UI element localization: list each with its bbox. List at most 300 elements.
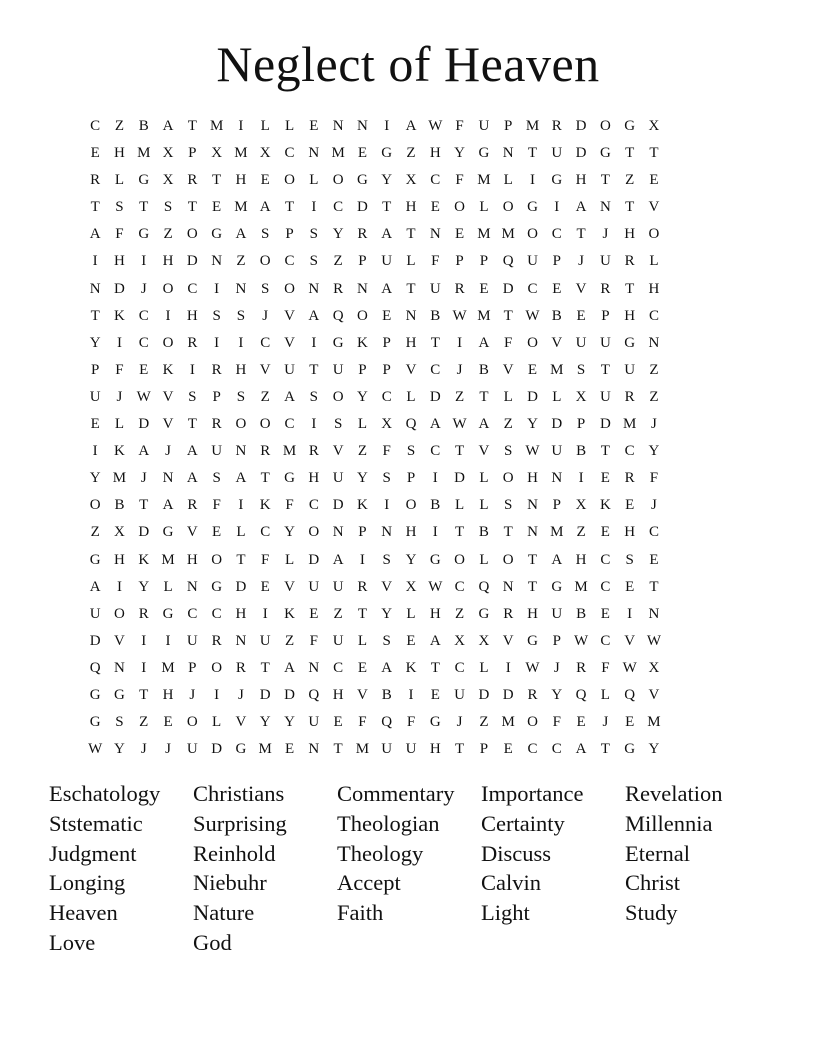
grid-letter: P	[479, 741, 489, 758]
grid-letter: R	[138, 605, 149, 622]
grid-letter: Y	[648, 741, 660, 758]
grid-letter: V	[405, 361, 417, 378]
grid-letter: H	[527, 470, 538, 487]
grid-letter: U	[405, 741, 417, 758]
grid-letter: O	[162, 334, 174, 351]
grid-letter: O	[527, 226, 538, 243]
grid-letter: X	[648, 659, 660, 676]
grid-letter: V	[551, 334, 563, 351]
grid-letter: N	[429, 226, 441, 243]
grid-letter: R	[624, 253, 635, 270]
grid-letter: O	[527, 334, 538, 351]
grid-row	[83, 682, 666, 709]
grid-letter: U	[575, 334, 587, 351]
grid-letter: I	[359, 551, 365, 568]
grid-letter: P	[358, 253, 367, 270]
grid-letter: N	[235, 443, 247, 460]
grid-letter: Q	[89, 659, 101, 676]
grid-letter: Y	[527, 416, 538, 433]
grid-letter: G	[114, 686, 125, 703]
grid-letter: A	[308, 307, 320, 324]
word-list-item: Importance	[481, 781, 584, 806]
grid-letter: S	[309, 388, 318, 405]
grid-letter: H	[235, 605, 247, 622]
grid-letter: K	[114, 443, 125, 460]
grid-letter: D	[478, 686, 490, 703]
grid-letter: A	[429, 416, 441, 433]
grid-letter: L	[114, 416, 125, 433]
word-list-item: Light	[481, 900, 530, 926]
word-list-item: Certainty	[481, 810, 565, 836]
grid-letter: Y	[259, 714, 271, 731]
grid-letter: T	[479, 388, 489, 405]
word-list-item: Longing	[49, 870, 126, 896]
grid-letter: V	[114, 632, 125, 649]
grid-letter: F	[212, 497, 221, 514]
grid-letter: C	[648, 307, 659, 324]
grid-letter: V	[284, 307, 295, 324]
grid-letter: Z	[284, 632, 295, 649]
grid-letter: N	[186, 578, 198, 595]
grid-letter: O	[235, 416, 247, 433]
grid-letter: H	[405, 334, 417, 351]
grid-letter: D	[284, 686, 295, 703]
grid-letter: L	[503, 172, 513, 189]
grid-letter: E	[163, 714, 173, 731]
grid-letter: T	[90, 199, 100, 216]
grid-letter: H	[429, 605, 441, 622]
grid-letter: Z	[90, 524, 100, 541]
grid-letter: V	[186, 524, 198, 541]
grid-letter: O	[502, 470, 514, 487]
grid-letter: I	[457, 334, 463, 351]
grid-letter: H	[114, 253, 125, 270]
grid-letter: R	[551, 118, 562, 134]
grid-letter: Q	[575, 686, 587, 703]
grid-row	[83, 492, 666, 519]
grid-letter: C	[381, 388, 392, 405]
grid-letter: H	[186, 307, 198, 324]
grid-letter: B	[430, 307, 441, 324]
grid-letter: T	[527, 551, 538, 568]
grid-letter: O	[527, 714, 538, 731]
grid-letter: P	[90, 361, 100, 378]
grid-letter: C	[138, 307, 149, 324]
grid-letter: O	[356, 307, 368, 324]
grid-letter: M	[550, 524, 564, 541]
grid-letter: H	[575, 551, 587, 568]
grid-letter: D	[527, 388, 538, 405]
grid-letter: E	[527, 361, 538, 378]
grid-letter: D	[211, 741, 223, 758]
grid-letter: Z	[114, 118, 125, 134]
grid-letter: T	[430, 334, 440, 351]
grid-letter: P	[552, 632, 561, 649]
grid-letter: G	[356, 172, 368, 189]
grid-letter: W	[646, 632, 662, 649]
grid-row	[83, 330, 666, 357]
grid-letter: Q	[308, 686, 320, 703]
grid-letter: D	[259, 686, 271, 703]
grid-letter: G	[527, 199, 538, 216]
word-list-item: Heaven	[49, 900, 118, 926]
grid-letter: Y	[89, 470, 101, 487]
grid-letter: F	[406, 714, 416, 731]
grid-letter: T	[406, 280, 416, 297]
grid-letter: T	[527, 145, 538, 162]
grid-letter: D	[429, 388, 441, 405]
grid-letter: U	[551, 443, 563, 460]
grid-letter: E	[600, 470, 610, 487]
grid-letter: I	[189, 361, 195, 378]
grid-letter: U	[478, 118, 490, 134]
grid-letter: E	[600, 605, 610, 622]
grid-letter: F	[431, 253, 440, 270]
grid-letter: Z	[649, 388, 659, 405]
grid-letter: Q	[405, 416, 417, 433]
grid-letter: D	[138, 416, 150, 433]
grid-letter: D	[235, 578, 247, 595]
grid-letter: Y	[356, 470, 368, 487]
grid-letter: N	[527, 497, 538, 514]
grid-letter: P	[358, 361, 367, 378]
grid-letter: N	[648, 605, 660, 622]
grid-letter: P	[406, 470, 416, 487]
grid-letter: F	[552, 714, 561, 731]
grid-letter: L	[260, 118, 270, 134]
grid-row	[83, 194, 666, 221]
grid-letter: P	[188, 659, 197, 676]
grid-letter: L	[600, 686, 610, 703]
grid-letter: A	[162, 497, 174, 514]
grid-letter: F	[504, 334, 513, 351]
grid-letter: M	[623, 416, 637, 433]
grid-letter: S	[333, 416, 343, 433]
grid-letter: W	[428, 118, 443, 134]
grid-letter: S	[261, 226, 270, 243]
grid-letter: E	[333, 714, 343, 731]
grid-letter: H	[527, 605, 538, 622]
grid-letter: H	[648, 280, 660, 297]
grid-letter: F	[261, 551, 270, 568]
grid-letter: R	[600, 280, 611, 297]
grid-letter: A	[478, 416, 490, 433]
grid-letter: T	[260, 470, 270, 487]
grid-letter: N	[162, 470, 174, 487]
grid-letter: I	[141, 659, 147, 676]
grid-letter: T	[455, 443, 465, 460]
word-list-item: Millennia	[625, 810, 713, 836]
grid-letter: J	[578, 253, 584, 270]
grid-letter: M	[282, 443, 297, 460]
grid-letter: L	[357, 416, 367, 433]
grid-letter: D	[454, 470, 466, 487]
grid-letter: T	[625, 145, 635, 162]
grid-letter: Y	[332, 226, 344, 243]
grid-letter: S	[625, 551, 634, 568]
grid-letter: D	[551, 416, 563, 433]
grid-letter: L	[479, 659, 489, 676]
grid-letter: Y	[89, 334, 101, 351]
grid-letter: L	[649, 253, 659, 270]
grid-letter: J	[140, 470, 147, 487]
grid-letter: C	[430, 172, 441, 189]
grid-letter: H	[624, 307, 636, 324]
grid-letter: U	[599, 334, 611, 351]
grid-letter: E	[212, 524, 222, 541]
grid-letter: O	[89, 497, 101, 514]
grid-letter: C	[600, 578, 611, 595]
grid-letter: S	[188, 388, 197, 405]
grid-letter: X	[405, 578, 417, 595]
grid-letter: T	[187, 118, 197, 134]
grid-letter: T	[139, 497, 149, 514]
grid-letter: Q	[381, 714, 393, 731]
grid-letter: G	[332, 334, 344, 351]
grid-letter: E	[479, 280, 489, 297]
grid-letter: C	[430, 361, 441, 378]
grid-letter: I	[262, 605, 268, 622]
grid-letter: L	[479, 470, 489, 487]
grid-letter: O	[405, 497, 417, 514]
grid-letter: X	[575, 388, 587, 405]
grid-letter: G	[284, 470, 295, 487]
grid-letter: J	[238, 686, 244, 703]
grid-letter: L	[479, 199, 489, 216]
grid-letter: I	[92, 443, 98, 460]
grid-letter: A	[186, 443, 198, 460]
grid-letter: C	[454, 659, 465, 676]
grid-letter: G	[478, 605, 490, 622]
grid-letter: G	[551, 172, 563, 189]
grid-letter: C	[333, 659, 344, 676]
grid-letter: T	[139, 686, 149, 703]
grid-letter: O	[162, 280, 174, 297]
grid-letter: L	[114, 172, 125, 189]
grid-letter: I	[505, 659, 511, 676]
grid-letter: J	[456, 714, 463, 731]
grid-letter: O	[284, 172, 295, 189]
grid-letter: Z	[357, 443, 367, 460]
grid-letter: M	[234, 145, 248, 162]
grid-letter: V	[502, 361, 514, 378]
grid-letter: C	[90, 118, 101, 134]
grid-letter: S	[212, 307, 221, 324]
grid-letter: E	[649, 172, 659, 189]
grid-letter: E	[212, 199, 222, 216]
grid-letter: G	[624, 118, 636, 134]
grid-letter: X	[648, 118, 660, 134]
grid-letter: L	[552, 388, 562, 405]
grid-row	[83, 628, 666, 655]
grid-letter: W	[136, 388, 151, 405]
grid-letter: C	[333, 199, 344, 216]
grid-letter: L	[479, 551, 489, 568]
grid-letter: X	[259, 145, 271, 162]
grid-letter: A	[138, 443, 150, 460]
grid-letter: U	[454, 686, 466, 703]
grid-letter: J	[165, 741, 171, 758]
grid-letter: C	[551, 226, 562, 243]
grid-letter: S	[212, 470, 221, 487]
word-list-item: Eschatology	[49, 781, 161, 806]
grid-letter: O	[308, 524, 320, 541]
grid-letter: M	[234, 199, 248, 216]
grid-row	[83, 140, 666, 167]
grid-letter: C	[187, 605, 198, 622]
grid-letter: K	[405, 659, 417, 676]
grid-letter: H	[332, 686, 344, 703]
word-list	[49, 779, 769, 958]
grid-letter: V	[381, 578, 393, 595]
grid-letter: B	[381, 686, 392, 703]
grid-letter: W	[452, 307, 467, 324]
grid-letter: Q	[502, 253, 514, 270]
grid-letter: M	[550, 361, 564, 378]
grid-letter: J	[553, 659, 560, 676]
grid-letter: L	[503, 388, 513, 405]
grid-letter: E	[406, 632, 416, 649]
grid-letter: R	[211, 632, 222, 649]
word-list-item: Commentary	[337, 781, 455, 806]
grid-letter: N	[502, 145, 514, 162]
grid-letter: D	[575, 118, 587, 134]
grid-letter: P	[382, 334, 391, 351]
grid-letter: R	[187, 497, 198, 514]
grid-letter: N	[599, 199, 611, 216]
grid-letter: G	[624, 741, 636, 758]
grid-letter: C	[187, 280, 198, 297]
grid-letter: X	[478, 632, 490, 649]
grid-letter: M	[477, 307, 491, 324]
grid-letter: Z	[139, 714, 149, 731]
grid-letter: U	[332, 632, 344, 649]
grid-letter: S	[163, 199, 173, 216]
grid-letter: O	[648, 226, 660, 243]
grid-letter: U	[89, 605, 101, 622]
grid-letter: T	[284, 199, 295, 216]
grid-letter: I	[116, 578, 122, 595]
grid-letter: N	[308, 741, 320, 758]
grid-letter: W	[88, 741, 103, 758]
grid-letter: E	[90, 145, 100, 162]
grid-letter: N	[356, 280, 368, 297]
grid-row	[83, 601, 666, 628]
grid-letter: Z	[236, 253, 246, 270]
grid-letter: C	[211, 605, 222, 622]
grid-letter: K	[162, 361, 174, 378]
grid-letter: I	[432, 524, 438, 541]
grid-letter: M	[161, 551, 175, 568]
grid-letter: I	[408, 686, 414, 703]
grid-letter: I	[384, 497, 390, 514]
grid-letter: X	[454, 632, 466, 649]
grid-letter: N	[308, 280, 320, 297]
grid-letter: L	[284, 551, 295, 568]
grid-letter: O	[186, 714, 198, 731]
grid-letter: J	[140, 741, 147, 758]
grid-letter: A	[186, 470, 198, 487]
word-list-item: Surprising	[193, 810, 287, 836]
grid-letter: A	[235, 470, 247, 487]
grid-letter: R	[357, 578, 368, 595]
grid-letter: F	[601, 659, 610, 676]
grid-row	[83, 709, 666, 736]
grid-letter: E	[649, 551, 659, 568]
grid-letter: I	[432, 470, 438, 487]
grid-letter: V	[648, 686, 660, 703]
grid-letter: T	[212, 172, 222, 189]
grid-letter: G	[478, 145, 490, 162]
grid-letter: M	[112, 470, 127, 487]
word-list-item: Revelation	[625, 781, 723, 806]
grid-letter: V	[478, 443, 490, 460]
grid-letter: Z	[649, 361, 659, 378]
word-list-item: Study	[625, 900, 678, 926]
grid-letter: G	[162, 524, 174, 541]
grid-letter: S	[236, 307, 246, 324]
grid-letter: S	[382, 470, 391, 487]
grid-letter: H	[624, 524, 636, 541]
grid-letter: C	[454, 578, 465, 595]
grid-letter: I	[214, 280, 220, 297]
grid-letter: S	[504, 497, 513, 514]
grid-letter: H	[114, 551, 125, 568]
grid-letter: S	[115, 714, 124, 731]
grid-letter: D	[138, 524, 150, 541]
grid-letter: O	[259, 253, 271, 270]
grid-letter: O	[454, 199, 466, 216]
grid-letter: H	[308, 470, 320, 487]
grid-letter: D	[308, 551, 320, 568]
grid-letter: W	[525, 659, 540, 676]
grid-letter: F	[358, 714, 367, 731]
word-list-item: God	[193, 929, 232, 955]
grid-row	[83, 276, 666, 303]
grid-letter: I	[141, 632, 147, 649]
grid-letter: D	[89, 632, 101, 649]
grid-letter: C	[600, 551, 611, 568]
grid-letter: S	[382, 632, 391, 649]
grid-letter: G	[551, 578, 563, 595]
grid-letter: F	[649, 470, 659, 487]
grid-letter: E	[357, 145, 367, 162]
grid-letter: Y	[648, 443, 660, 460]
grid-letter: N	[114, 659, 125, 676]
grid-letter: S	[115, 199, 124, 216]
grid-letter: N	[308, 659, 320, 676]
grid-letter: G	[624, 334, 636, 351]
word-list-item: Judgment	[49, 840, 137, 866]
grid-letter: H	[429, 741, 441, 758]
grid-letter: B	[478, 524, 489, 541]
grid-letter: S	[261, 280, 270, 297]
grid-letter: L	[163, 578, 173, 595]
grid-letter: P	[455, 253, 464, 270]
grid-letter: I	[165, 307, 171, 324]
grid-letter: H	[235, 361, 247, 378]
grid-letter: I	[141, 253, 147, 270]
grid-letter: J	[456, 361, 463, 378]
grid-letter: L	[406, 605, 416, 622]
grid-letter: N	[381, 524, 393, 541]
grid-letter: H	[162, 253, 174, 270]
grid-letter: H	[575, 172, 587, 189]
grid-letter: A	[478, 334, 490, 351]
word-list-item: Christ	[625, 870, 681, 896]
grid-letter: R	[333, 280, 344, 297]
grid-letter: I	[554, 199, 560, 216]
